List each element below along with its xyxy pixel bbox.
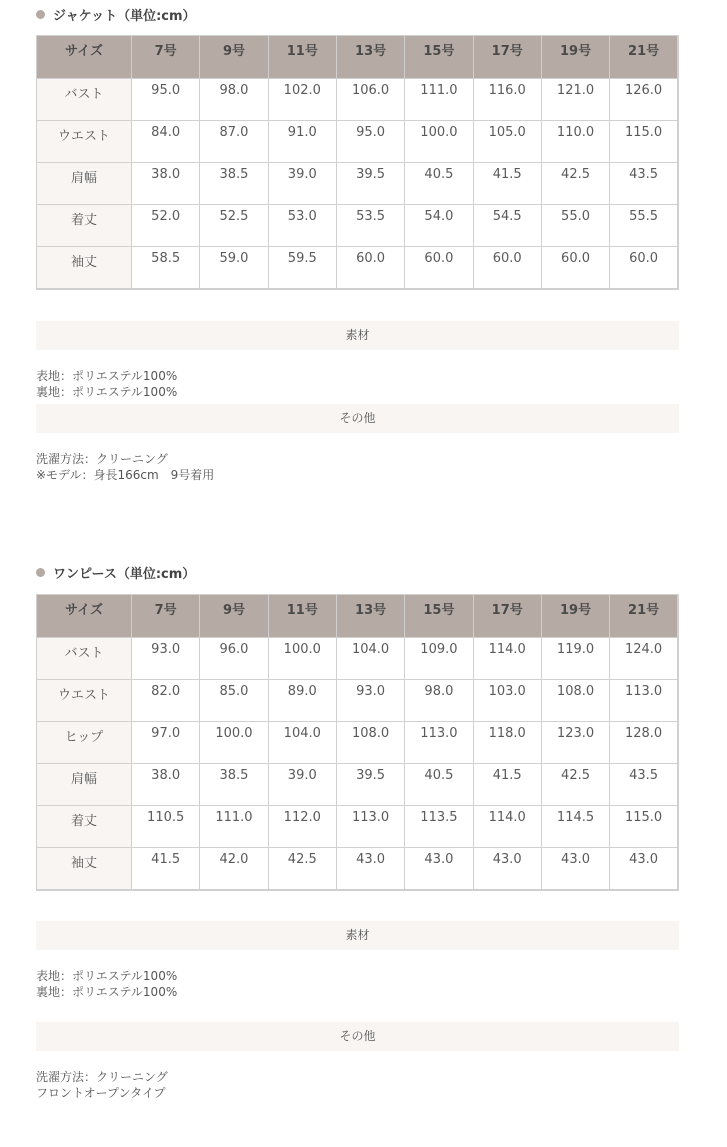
table-cell: 59.5 bbox=[268, 247, 336, 290]
onepiece-other-text bbox=[36, 1069, 168, 1101]
table-row bbox=[37, 722, 679, 764]
table-cell: 40.5 bbox=[405, 163, 473, 205]
table-cell: 60.0 bbox=[541, 247, 609, 290]
material-line: 裏地：ポリエステル100% bbox=[36, 985, 178, 999]
row-label: 着丈 bbox=[37, 205, 132, 247]
header-cell: 19号 bbox=[541, 595, 609, 638]
table-cell: 110.5 bbox=[132, 806, 200, 848]
header-cell: 17号 bbox=[473, 595, 541, 638]
table-cell: 95.0 bbox=[336, 121, 404, 163]
table-cell: 43.0 bbox=[405, 848, 473, 891]
table-cell: 104.0 bbox=[336, 638, 404, 680]
material-line: 表地：ポリエステル100% bbox=[36, 969, 178, 983]
table-cell: 52.0 bbox=[132, 205, 200, 247]
table-cell: 85.0 bbox=[200, 680, 268, 722]
row-label: ウエスト bbox=[37, 121, 132, 163]
header-cell: 11号 bbox=[268, 36, 336, 79]
table-cell: 43.5 bbox=[610, 764, 678, 806]
row-label: 肩幅 bbox=[37, 764, 132, 806]
header-cell: 7号 bbox=[132, 595, 200, 638]
table-cell: 105.0 bbox=[473, 121, 541, 163]
jacket-other-text bbox=[36, 451, 214, 483]
table-cell: 121.0 bbox=[541, 79, 609, 121]
header-cell: 13号 bbox=[336, 36, 404, 79]
table-cell: 113.0 bbox=[336, 806, 404, 848]
table-cell: 98.0 bbox=[405, 680, 473, 722]
header-cell: サイズ bbox=[37, 595, 132, 638]
table-cell: 40.5 bbox=[405, 764, 473, 806]
table-row bbox=[37, 638, 679, 680]
table-cell: 43.5 bbox=[610, 163, 678, 205]
table-cell: 102.0 bbox=[268, 79, 336, 121]
table-cell: 111.0 bbox=[405, 79, 473, 121]
table-cell: 59.0 bbox=[200, 247, 268, 290]
header-cell: 13号 bbox=[336, 595, 404, 638]
table-cell: 111.0 bbox=[200, 806, 268, 848]
table-cell: 41.5 bbox=[473, 163, 541, 205]
table-cell: 98.0 bbox=[200, 79, 268, 121]
bullet-icon bbox=[36, 10, 45, 19]
header-cell: 17号 bbox=[473, 36, 541, 79]
table-cell: 116.0 bbox=[473, 79, 541, 121]
material-line: 裏地：ポリエステル100% bbox=[36, 385, 178, 399]
jacket-size-table bbox=[36, 35, 679, 290]
table-cell: 112.0 bbox=[268, 806, 336, 848]
table-cell: 126.0 bbox=[610, 79, 678, 121]
row-label: 肩幅 bbox=[37, 163, 132, 205]
table-cell: 38.5 bbox=[200, 163, 268, 205]
table-cell: 103.0 bbox=[473, 680, 541, 722]
onepiece-other-heading: その他 bbox=[36, 1022, 679, 1051]
table-cell: 42.5 bbox=[268, 848, 336, 891]
table-cell: 89.0 bbox=[268, 680, 336, 722]
header-cell: 19号 bbox=[541, 36, 609, 79]
table-cell: 114.5 bbox=[541, 806, 609, 848]
header-cell: 15号 bbox=[405, 595, 473, 638]
table-row bbox=[37, 680, 679, 722]
table-cell: 38.5 bbox=[200, 764, 268, 806]
table-cell: 123.0 bbox=[541, 722, 609, 764]
row-label: ヒップ bbox=[37, 722, 132, 764]
table-cell: 110.0 bbox=[541, 121, 609, 163]
table-cell: 109.0 bbox=[405, 638, 473, 680]
table-cell: 43.0 bbox=[541, 848, 609, 891]
table-row bbox=[37, 806, 679, 848]
onepiece-material-heading: 素材 bbox=[36, 921, 679, 950]
table-cell: 100.0 bbox=[268, 638, 336, 680]
onepiece-section-title bbox=[36, 562, 195, 582]
header-cell: 7号 bbox=[132, 36, 200, 79]
jacket-material-heading: 素材 bbox=[36, 321, 679, 350]
table-cell: 43.0 bbox=[473, 848, 541, 891]
table-cell: 115.0 bbox=[610, 806, 678, 848]
table-cell: 54.0 bbox=[405, 205, 473, 247]
row-label: バスト bbox=[37, 79, 132, 121]
jacket-title-text: ジャケット（単位:cm） bbox=[53, 8, 196, 24]
table-cell: 113.5 bbox=[405, 806, 473, 848]
table-cell: 55.5 bbox=[610, 205, 678, 247]
table-cell: 106.0 bbox=[336, 79, 404, 121]
header-cell: 15号 bbox=[405, 36, 473, 79]
table-cell: 58.5 bbox=[132, 247, 200, 290]
table-cell: 53.0 bbox=[268, 205, 336, 247]
table-cell: 41.5 bbox=[132, 848, 200, 891]
header-cell: サイズ bbox=[37, 36, 132, 79]
table-cell: 42.5 bbox=[541, 163, 609, 205]
table-cell: 60.0 bbox=[473, 247, 541, 290]
table-cell: 113.0 bbox=[405, 722, 473, 764]
table-cell: 93.0 bbox=[132, 638, 200, 680]
table-cell: 82.0 bbox=[132, 680, 200, 722]
header-cell: 9号 bbox=[200, 36, 268, 79]
table-row bbox=[37, 764, 679, 806]
table-row bbox=[37, 121, 679, 163]
other-line: ※モデル：身長166cm 9号着用 bbox=[36, 468, 215, 482]
table-cell: 39.0 bbox=[268, 764, 336, 806]
table-row bbox=[37, 848, 679, 891]
jacket-other-heading: その他 bbox=[36, 404, 679, 433]
table-cell: 60.0 bbox=[336, 247, 404, 290]
table-cell: 100.0 bbox=[200, 722, 268, 764]
table-cell: 84.0 bbox=[132, 121, 200, 163]
table-row bbox=[37, 79, 679, 121]
table-cell: 128.0 bbox=[610, 722, 678, 764]
table-cell: 115.0 bbox=[610, 121, 678, 163]
table-cell: 124.0 bbox=[610, 638, 678, 680]
table-cell: 108.0 bbox=[336, 722, 404, 764]
jacket-material-text bbox=[36, 368, 177, 400]
header-cell: 9号 bbox=[200, 595, 268, 638]
other-line: 洗濯方法：クリーニング bbox=[36, 452, 168, 466]
table-cell: 53.5 bbox=[336, 205, 404, 247]
header-cell: 21号 bbox=[610, 595, 678, 638]
row-label: 袖丈 bbox=[37, 848, 132, 891]
table-cell: 55.0 bbox=[541, 205, 609, 247]
table-cell: 54.5 bbox=[473, 205, 541, 247]
table-cell: 43.0 bbox=[610, 848, 678, 891]
table-cell: 42.0 bbox=[200, 848, 268, 891]
table-cell: 118.0 bbox=[473, 722, 541, 764]
table-cell: 93.0 bbox=[336, 680, 404, 722]
table-cell: 41.5 bbox=[473, 764, 541, 806]
table-cell: 114.0 bbox=[473, 638, 541, 680]
table-row bbox=[37, 205, 679, 247]
other-line: 洗濯方法：クリーニング bbox=[36, 1070, 168, 1084]
table-row bbox=[37, 247, 679, 290]
table-cell: 38.0 bbox=[132, 764, 200, 806]
table-cell: 52.5 bbox=[200, 205, 268, 247]
table-cell: 43.0 bbox=[336, 848, 404, 891]
row-label: 着丈 bbox=[37, 806, 132, 848]
table-cell: 38.0 bbox=[132, 163, 200, 205]
onepiece-title-text: ワンピース（単位:cm） bbox=[53, 566, 196, 582]
table-cell: 60.0 bbox=[405, 247, 473, 290]
jacket-section-title bbox=[36, 4, 196, 24]
row-label: バスト bbox=[37, 638, 132, 680]
table-cell: 97.0 bbox=[132, 722, 200, 764]
bullet-icon bbox=[36, 568, 45, 577]
table-cell: 113.0 bbox=[610, 680, 678, 722]
header-cell: 11号 bbox=[268, 595, 336, 638]
table-cell: 39.0 bbox=[268, 163, 336, 205]
table-cell: 60.0 bbox=[610, 247, 678, 290]
table-row bbox=[37, 163, 679, 205]
table-cell: 114.0 bbox=[473, 806, 541, 848]
table-cell: 39.5 bbox=[336, 163, 404, 205]
table-cell: 39.5 bbox=[336, 764, 404, 806]
table-cell: 119.0 bbox=[541, 638, 609, 680]
row-label: ウエスト bbox=[37, 680, 132, 722]
onepiece-material-text bbox=[36, 968, 177, 1000]
table-header-row bbox=[37, 595, 679, 638]
table-cell: 95.0 bbox=[132, 79, 200, 121]
header-cell: 21号 bbox=[610, 36, 678, 79]
onepiece-size-table bbox=[36, 594, 679, 891]
material-line: 表地：ポリエステル100% bbox=[36, 369, 178, 383]
table-cell: 91.0 bbox=[268, 121, 336, 163]
table-cell: 96.0 bbox=[200, 638, 268, 680]
table-cell: 87.0 bbox=[200, 121, 268, 163]
table-cell: 42.5 bbox=[541, 764, 609, 806]
other-line: フロントオープンタイプ bbox=[36, 1086, 166, 1100]
table-cell: 100.0 bbox=[405, 121, 473, 163]
table-header-row bbox=[37, 36, 679, 79]
table-cell: 104.0 bbox=[268, 722, 336, 764]
table-cell: 108.0 bbox=[541, 680, 609, 722]
row-label: 袖丈 bbox=[37, 247, 132, 290]
